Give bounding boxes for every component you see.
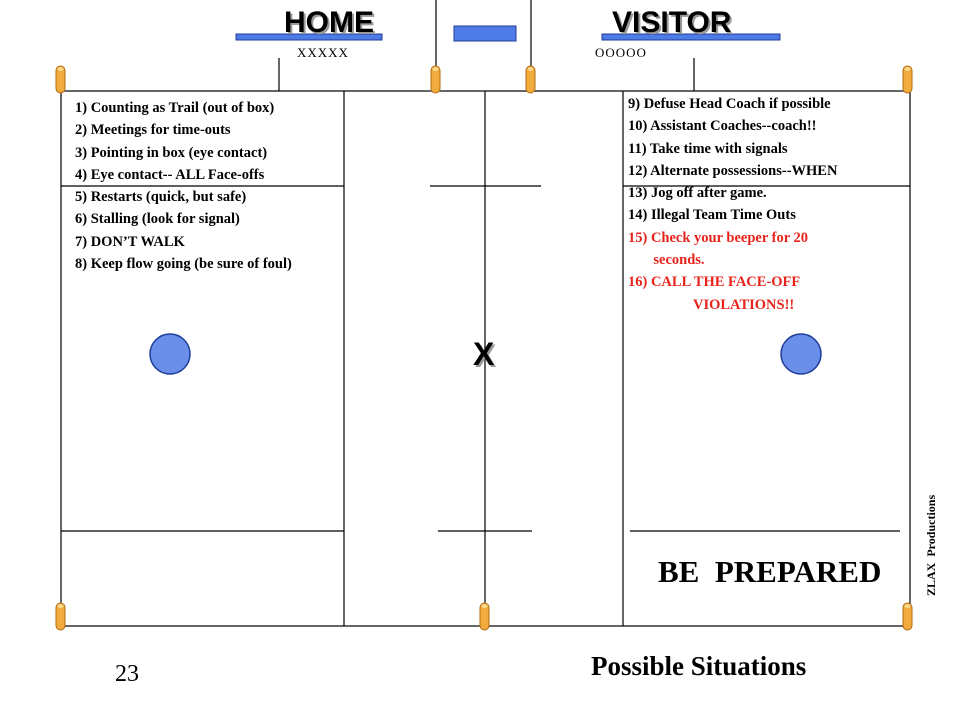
- list-item: 14) Illegal Team Time Outs: [628, 207, 796, 224]
- corner-flag-bottom-right: [903, 603, 912, 630]
- right-goal: [781, 334, 821, 374]
- list-item: 6) Stalling (look for signal): [75, 211, 240, 228]
- list-item-highlight: VIOLATIONS!!: [628, 296, 795, 313]
- list-item: 3) Pointing in box (eye contact): [75, 144, 268, 161]
- visitor-player-marks: OOOOO: [595, 45, 647, 60]
- list-item-highlight: 16) CALL THE FACE-OFF: [628, 274, 801, 291]
- slide-caption: Possible Situations: [591, 651, 807, 681]
- list-item: 12) Alternate possessions--WHEN: [628, 162, 838, 179]
- left-goal: [150, 334, 190, 374]
- home-label: HOME: [284, 6, 374, 39]
- list-item: 9) Defuse Head Coach if possible: [628, 96, 831, 112]
- corner-flag-top-left: [56, 66, 65, 93]
- list-item: 1) Counting as Trail (out of box): [75, 100, 275, 116]
- center-x-mark: X: [473, 336, 495, 372]
- list-item-highlight: seconds.: [628, 252, 705, 269]
- left-situations-list: [75, 97, 292, 275]
- list-item: 13) Jog off after game.: [628, 185, 767, 202]
- credit-text: ZLAX Productions: [924, 494, 938, 596]
- list-item: 8) Keep flow going (be sure of foul): [75, 256, 292, 273]
- list-item: 2) Meetings for time-outs: [75, 122, 231, 139]
- list-item: 7) DON’T WALK: [75, 233, 185, 250]
- be-prepared-text: BE PREPARED: [658, 554, 882, 589]
- list-item-highlight: 15) Check your beeper for 20: [628, 229, 809, 246]
- flag-top-mid-right: [526, 66, 535, 93]
- corner-flag-bottom-left: [56, 603, 65, 630]
- scorer-table: [454, 26, 516, 41]
- page-number: 23: [115, 661, 139, 687]
- home-player-marks: XXXXX: [297, 45, 349, 60]
- list-item: 10) Assistant Coaches--coach!!: [628, 118, 817, 135]
- flag-top-mid-left: [431, 66, 440, 93]
- right-situations-list: [628, 93, 837, 316]
- list-item: 4) Eye contact-- ALL Face-offs: [75, 166, 265, 183]
- list-item: 11) Take time with signals: [628, 140, 788, 157]
- flag-bottom-center: [480, 603, 489, 630]
- visitor-label: VISITOR: [612, 6, 732, 39]
- corner-flag-top-right: [903, 66, 912, 93]
- list-item: 5) Restarts (quick, but safe): [75, 189, 247, 206]
